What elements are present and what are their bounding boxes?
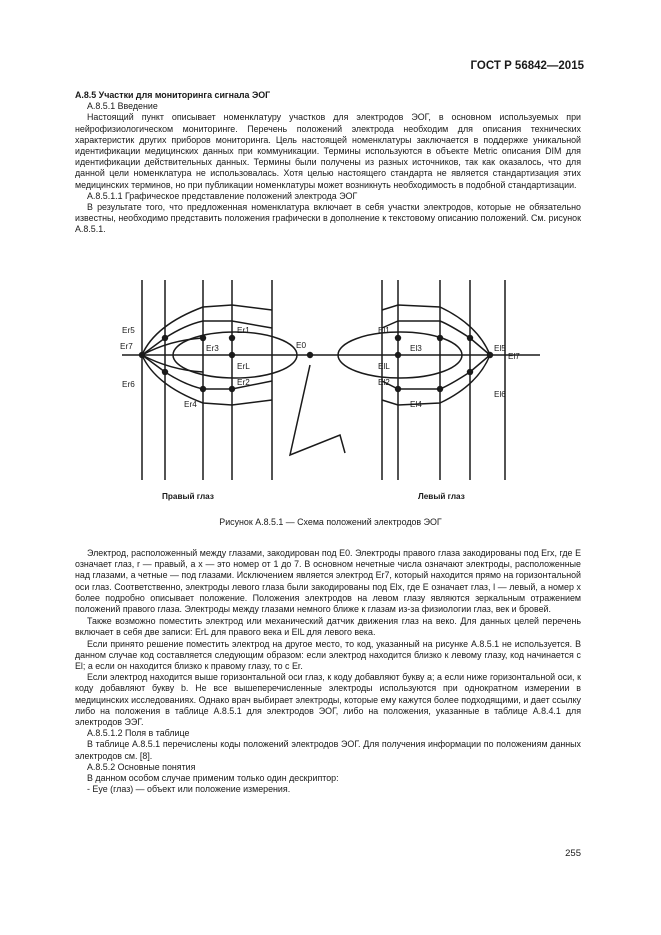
electrode-er3 [200,335,206,341]
right-lower-outer-arc [142,355,272,405]
electrode-er1 [229,335,235,341]
label-e0: E0 [296,341,307,350]
label-el3: El3 [410,344,422,353]
label-er7: Er7 [120,342,133,351]
electrode-el6 [467,369,473,375]
graphic-label: А.8.5.1.1 Графическое представление положений электрода ЭОГ [87,190,358,201]
left-eye-label: Левый глаз [418,492,465,501]
electrode-er2 [229,386,235,392]
label-el2: El2 [378,378,390,387]
electrode-el4 [437,386,443,392]
figure-caption: Рисунок А.8.5.1 — Схема положений электродов ЭОГ [219,517,442,527]
label-er3: Er3 [206,344,219,353]
electrode-el7 [487,352,493,358]
electrode-el2 [395,386,401,392]
intro-paragraph: Настоящий пункт описывает номенклатуру участков для электродов ЭОГ, в основном используемых при нейрофизиологическом мониторинге. Перечень положений электрода необходим для описания технических характеристик других приборов мониторинга. Цель настоящей номенклатуры заключается в поддержке уникальной идентификации медицинских данных при коммуникации. Термины используются в объекте Metric описания DIM для идентификации действительных данных. Термины были получены из разных источников, так как оказалось, что для данной цели номенклатура не использовалась. Хотя целью настоящего стандарта не является стандартизация этих медицинских терминов, но при публикации номенклатуры может возникнуть необходимость в подобной стандартизации. [75,112,581,190]
electrode-er5 [162,335,168,341]
fields-paragraph: В таблице А.8.5.1 перечислены коды положений электродов ЭОГ. Для получения информации по положениям данных электродов см. [8]. [75,739,581,761]
concepts-label: А.8.5.2 Основные понятия [87,761,196,772]
bullet-item: - Eye (глаз) — объект или положение измерения. [87,784,291,795]
graphic-paragraph: В результате того, что предложенная номенклатура включает в себя участки электродов, которые не обязательно известны, необходимо представить положения графически в дополнение к текстовому описанию положений. См. рисунок А.8.5.1. [75,202,581,235]
paragraph-1: Электрод, расположенный между глазами, закодирован под E0. Электроды правого глаза закодированы под Erx, где E означает глаз, r — правый, а x — это номер от 1 до 7. В основном нечетные числа означают электроды, расположенные над глазами, а четные — под глазами. Исключением является электрод Er7, который находится прямо на горизонтальной оси глаз. Соответственно, электроды левого глаза были закодированы под Elx, где E означает глаз, l — левый, а номер x более подробно описывает положение. Положения электродов на левом глазу являются зеркальным отражением положений правого глаза. Электроды между глазами немного ближе к глазам из-за физиологии глаз, век и бровей. [75,548,581,615]
label-er1: Er1 [237,326,250,335]
label-er2: Er2 [237,378,250,387]
top-text-block [75,90,581,236]
electrode-ell [395,352,401,358]
electrode-erl [229,352,235,358]
label-er6: Er6 [122,380,135,389]
electrode-er7 [139,352,145,358]
electrode-er6 [162,369,168,375]
paragraph-4: Если электрод находится выше горизонтальной оси глаз, к коду добавляют букву a; а если ниже горизонтальной оси, к коду добавляют букву b. Не все вышеперечисленные электроды используются при однократном измерении в медицинских исследованиях. Однако врач выбирает электроды, которые ему кажутся более подходящими, и дает ссылку либо на положения в таблице А.8.5.1 для электродов ЭОГ, либо на положения, указанные в таблице А.8.4.1 для электродов ЭЭГ. [75,672,581,728]
label-el6: El6 [494,390,506,399]
electrode-er4 [200,386,206,392]
label-el4: El4 [410,400,422,409]
electrode-e0 [307,352,313,358]
body-text-block [75,548,581,795]
label-el5: El5 [494,344,506,353]
right-eye-label: Правый глаз [162,492,214,501]
label-erl: ErL [237,362,250,371]
concepts-paragraph: В данном особом случае применим только один дескриптор: [87,773,339,784]
section-heading: А.8.5 Участки для мониторинга сигнала ЭОГ [75,90,271,100]
nose-outline [290,365,345,455]
right-lower-inner-arc [142,355,272,389]
page-number: 255 [565,848,581,859]
paragraph-2: Также возможно поместить электрод или механический датчик движения глаз на веко. Для данных целей перечень включает в себя две записи: ErL для правого века и ElL для левого века. [75,616,581,638]
electrode-el5 [467,335,473,341]
intro-label: А.8.5.1 Введение [87,101,158,112]
electrode-el3 [437,335,443,341]
electrode-el1 [395,335,401,341]
standard-header: ГОСТ Р 56842—2015 [470,60,584,72]
eog-electrode-diagram [100,275,570,515]
fields-label: А.8.5.1.2 Поля в таблице [87,728,190,739]
label-el7: El7 [508,352,520,361]
label-el1: El1 [378,326,390,335]
label-er5: Er5 [122,326,135,335]
label-ell: ElL [378,362,390,371]
paragraph-3: Если принято решение поместить электрод на другое место, то код, указанный на рисунке А.8.5.1 не используется. В данном случае код составляется следующим образом: если электрод находится близко к левому глазу, код начинается с El; а если он находится близко к правому глазу, то с Er. [75,638,581,672]
label-er4: Er4 [184,400,197,409]
